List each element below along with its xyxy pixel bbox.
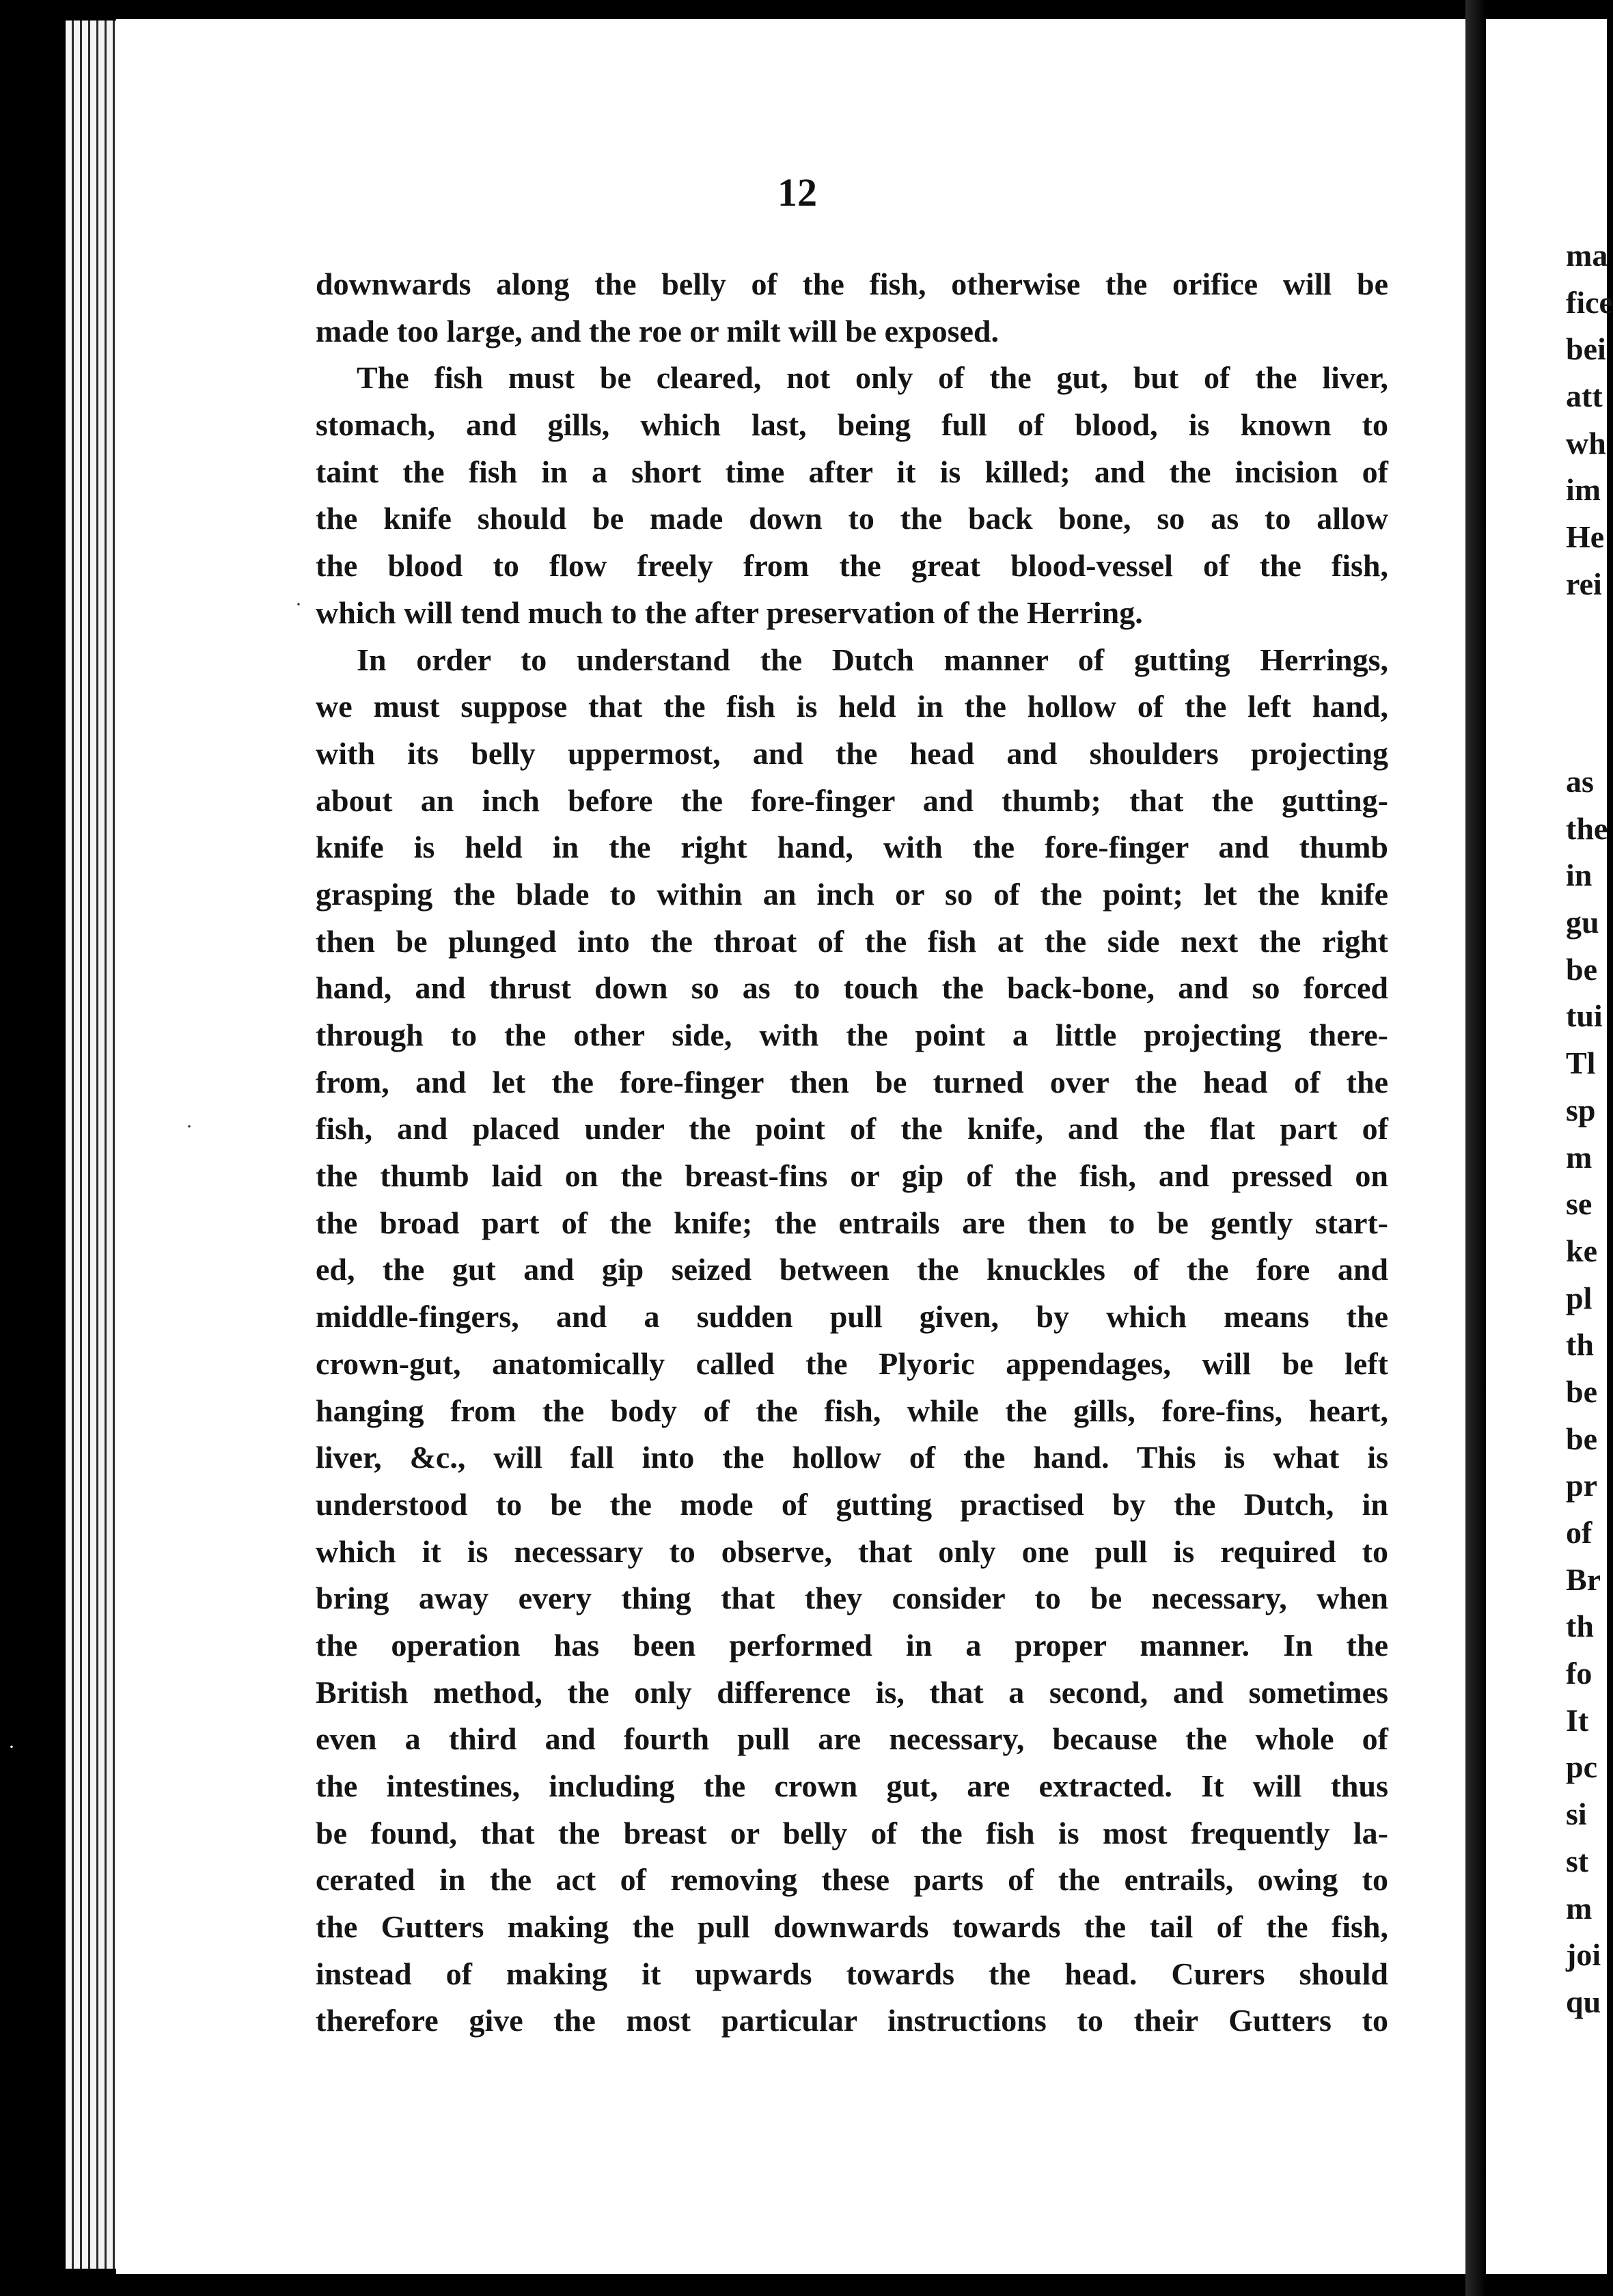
facing-fragment: st [1566,1843,1589,1878]
facing-fragment: pr [1566,1468,1597,1503]
ink-speck: · [8,1736,15,1758]
page-number: 12 [777,170,817,215]
text-line: downwards along the belly of the fish, otherwise the orifice will be [316,266,1388,301]
facing-fragment: qu [1566,1984,1601,2019]
text-line: the Gutters making the pull downwards towards the tail of the fish, [316,1909,1388,1945]
text-line: which it is necessary to observe, that only one pull is required to [316,1533,1388,1569]
text-line: fish, and placed under the point of the knife, and the flat part of [316,1111,1388,1147]
text-line: ed, the gut and gip seized between the knuckles of the fore and [316,1252,1388,1287]
facing-fragment: se [1566,1186,1593,1222]
facing-fragment: in [1566,858,1593,893]
facing-fragment: of [1566,1515,1593,1550]
facing-fragment: m [1566,1139,1593,1175]
facing-fragment: tui [1566,998,1603,1034]
spine-shadow [1465,0,1486,2296]
facing-fragment: be [1566,951,1597,987]
facing-fragment: att [1566,379,1603,414]
facing-fragment: m [1566,1890,1593,1926]
text-line: grasping the blade to within an inch or so of the point; let the knife [316,876,1388,912]
facing-fragment: im [1566,472,1601,508]
text-line: middle-fingers, and a sudden pull given, by which means the [316,1299,1388,1335]
text-line: through to the other side, with the point a little projecting there- [316,1017,1388,1052]
text-line: liver, &c., will fall into the hollow of the hand. This is what is [316,1440,1388,1475]
text-line: knife is held in the right hand, with the fore-finger and thumb [316,830,1388,865]
text-line: which will tend much to the after preservation of the Herring. [316,594,1143,630]
facing-fragment: Tl [1566,1046,1596,1081]
text-line: even a third and fourth pull are necessary, because the whole of [316,1721,1388,1757]
text-line: cerated in the act of removing these parts of the entrails, owing to [316,1862,1388,1898]
facing-fragment: gu [1566,905,1599,940]
text-line: British method, the only difference is, that a second, and sometimes [316,1674,1388,1710]
text-line: bring away every thing that they consider to be necessary, when [316,1581,1388,1616]
facing-fragment: He [1566,519,1605,555]
text-line: therefore give the most particular instructions to their Gutters to [316,2003,1388,2038]
text-line: In order to understand the Dutch manner of gutting Herrings, [357,642,1388,677]
facing-page-lower-fragments [1566,758,1608,2026]
facing-fragment: si [1566,1796,1587,1832]
text-line: understood to be the mode of gutting practised by the Dutch, in [316,1486,1388,1522]
text-line: the broad part of the knife; the entrails are then to be gently start- [316,1205,1388,1240]
facing-fragment: rei [1566,566,1602,601]
text-line: be found, that the breast or belly of the fish is most frequently la- [316,1815,1388,1850]
facing-fragment: be [1566,1421,1597,1456]
text-line: then be plunged into the throat of the fish at the side next the right [316,923,1388,959]
text-line: we must suppose that the fish is held in the hollow of the left hand, [316,689,1388,724]
facing-page-upper-fragments [1566,232,1613,608]
text-line: taint the fish in a short time after it is killed; and the incision of [316,454,1388,489]
facing-fragment: sp [1566,1092,1596,1128]
facing-fragment: th [1566,1609,1594,1644]
facing-fragment: the [1566,810,1608,846]
text-line: the thumb laid on the breast-fins or gip of the fish, and pressed on [316,1158,1388,1194]
stacked-page-edges [66,20,120,2269]
text-line: hand, and thrust down so as to touch the back-bone, and so forced [316,970,1388,1006]
facing-fragment: fo [1566,1656,1593,1691]
text-line: about an inch before the fore-finger and thumb; that the gutting- [316,782,1388,818]
facing-fragment: bei [1566,331,1606,367]
facing-fragment: fice [1566,284,1613,320]
facing-fragment: th [1566,1327,1594,1363]
facing-fragment: wh [1566,425,1606,461]
text-line: hanging from the body of the fish, while the gills, fore-fins, heart, [316,1393,1388,1428]
facing-fragment: Br [1566,1561,1601,1597]
text-line: instead of making it upwards towards the head. Curers should [316,1956,1388,1991]
text-line: made too large, and the roe or milt will be exposed. [316,313,999,348]
facing-fragment: as [1566,764,1594,799]
facing-fragment: pc [1566,1749,1597,1785]
text-line: The fish must be cleared, not only of the gut, but of the liver, [357,360,1388,396]
facing-fragment: ma [1566,238,1608,273]
facing-fragment: be [1566,1374,1597,1409]
facing-fragment: It [1566,1702,1589,1738]
text-line: crown-gut, anatomically called the Plyoric appendages, will be left [316,1345,1388,1381]
facing-fragment: ke [1566,1233,1597,1268]
ink-speck: · [186,1115,193,1138]
text-line: with its belly uppermost, and the head and shoulders projecting [316,735,1388,771]
text-line: from, and let the fore-finger then be turned over the head of the [316,1064,1388,1099]
text-line: the blood to flow freely from the great blood-vessel of the fish, [316,548,1388,584]
body-text [316,261,1388,2045]
text-line: the knife should be made down to the back bone, so as to allow [316,501,1388,536]
facing-fragment: joi [1566,1937,1601,1973]
text-line: the intestines, including the crown gut, are extracted. It will thus [316,1768,1388,1803]
text-line: the operation has been performed in a proper manner. In the [316,1627,1388,1663]
facing-fragment: pl [1566,1280,1593,1315]
text-line: stomach, and gills, which last, being full of blood, is known to [316,407,1388,443]
ink-speck: · [295,593,302,616]
